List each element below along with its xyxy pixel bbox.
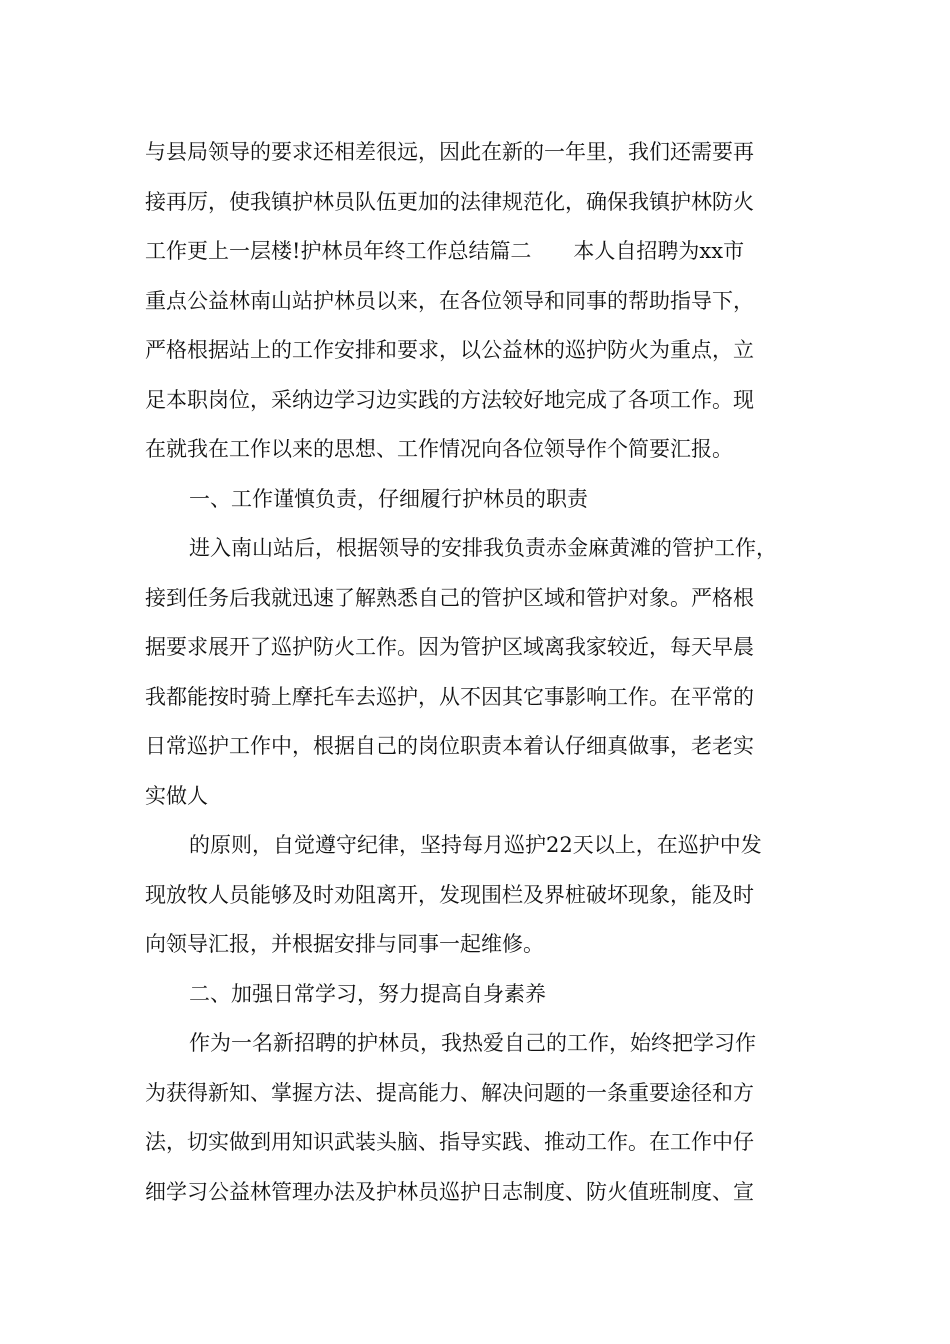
- text-line: 接再厉，使我镇护林员队伍更加的法律规范化，确保我镇护林防火: [145, 189, 754, 214]
- text-line: 的原则，自觉遵守纪律，坚持每月巡护22天以上，在巡护中发: [189, 833, 762, 857]
- paragraph: [145, 524, 815, 821]
- text-line: 与县局领导的要求还相差很远，因此在新的一年里，我们还需要再: [145, 140, 754, 164]
- text-line: 重点公益林南山站护林员以来，在各位领导和同事的帮助指导下，: [145, 288, 754, 313]
- text-line: 工作更上一层楼!护林员年终工作总结篇二 本人自招聘为xx市: [145, 239, 745, 263]
- text-line: 日常巡护工作中，根据自己的岗位职责本着认仔细真做事，老老实: [145, 734, 754, 758]
- text-line: 现放牧人员能够及时劝阻离开，发现围栏及界桩破坏现象，能及时: [145, 882, 754, 907]
- text-line: 进入南山站后，根据领导的安排我负责赤金麻黄滩的管护工作，: [189, 536, 777, 560]
- paragraph: [145, 1019, 815, 1217]
- paragraph: [145, 475, 815, 525]
- text-line: 二、加强日常学习，努力提高自身素养: [189, 981, 546, 1006]
- paragraph: [145, 128, 815, 475]
- text-line: 实做人: [145, 783, 208, 808]
- document-body: [145, 128, 815, 1217]
- paragraph: [145, 821, 815, 970]
- text-line: 在就我在工作以来的思想、工作情况向各位领导作个简要汇报。: [145, 437, 733, 461]
- text-line: 足本职岗位，采纳边学习边实践的方法较好地完成了各项工作。现: [145, 387, 754, 412]
- text-line: 作为一名新招聘的护林员，我热爱自己的工作，始终把学习作: [189, 1031, 756, 1055]
- text-line: 接到任务后我就迅速了解熟悉自己的管护区域和管护对象。严格根: [145, 585, 754, 610]
- text-line: 细学习公益林管理办法及护林员巡护日志制度、防火值班制度、宣: [145, 1179, 754, 1204]
- paragraph: [145, 970, 815, 1020]
- text-line: 为获得新知、掌握方法、提高能力、解决问题的一条重要途径和方: [145, 1080, 754, 1105]
- text-line: 向领导汇报，并根据安排与同事一起维修。: [145, 932, 544, 956]
- text-line: 据要求展开了巡护防火工作。因为管护区域离我家较近，每天早晨: [145, 635, 754, 659]
- text-line: 我都能按时骑上摩托车去巡护，从不因其它事影响工作。在平常的: [145, 684, 754, 709]
- text-line: 一、工作谨慎负责，仔细履行护林员的职责: [189, 486, 588, 511]
- text-line: 法，切实做到用知识武装头脑、指导实践、推动工作。在工作中仔: [145, 1130, 754, 1154]
- text-line: 严格根据站上的工作安排和要求，以公益林的巡护防火为重点，立: [145, 338, 754, 362]
